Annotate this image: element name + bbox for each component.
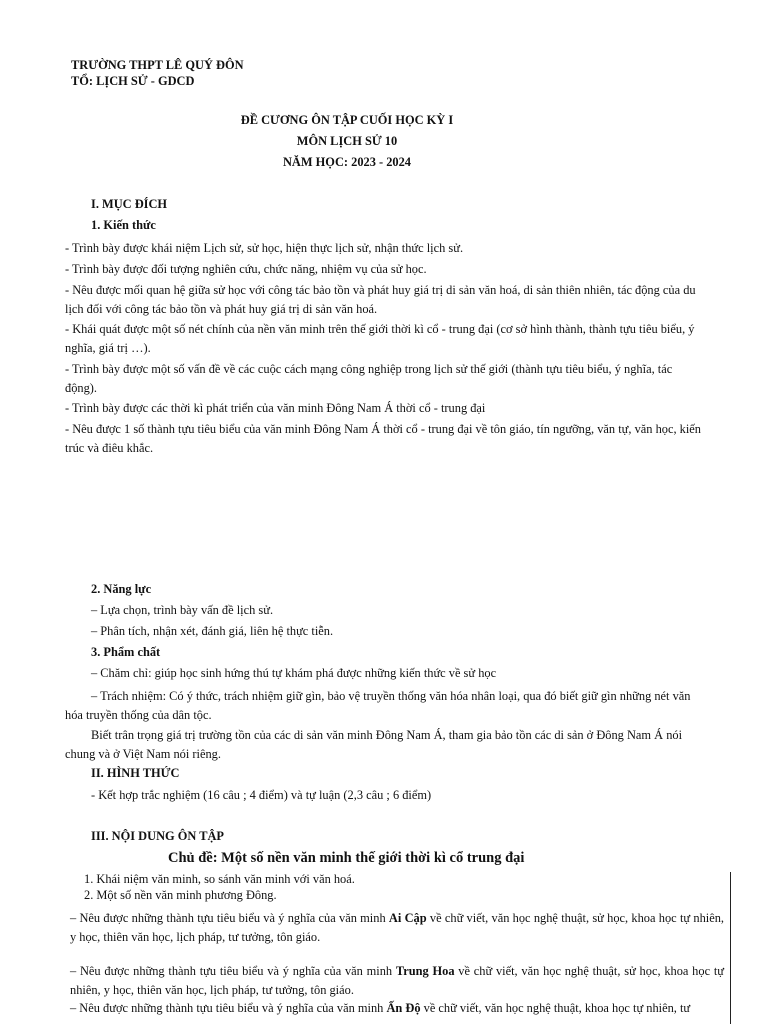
qualities-item: – Trách nhiệm: Có ý thức, trách nhiệm giữ gìn, bảo vệ truyền thống văn hóa nhân loại, qua đó biết giữ gìn những nét văn hóa truyền thống của dân tộc. (65, 689, 691, 722)
knowledge-item: - Nêu được 1 số thành tựu tiêu biểu của văn minh Đông Nam Á thời cổ - trung đại về tôn giáo, tín ngưỡng, văn tự, văn học, kiến trúc và điêu khắc. (65, 422, 701, 455)
egypt-intro: – Nêu được những thành tựu tiêu biểu và ý nghĩa của văn minh (70, 911, 389, 925)
qualities-item: Biết trân trọng giá trị trường tồn của các di sản văn minh Đông Nam Á, tham gia bảo tồn các di sản ở Đông Nam Á nói chung và ở Việt Nam nói riêng. (65, 728, 683, 761)
knowledge-item: - Trình bày được khái niệm Lịch sử, sử học, hiện thực lịch sử, nhận thức lịch sử. (65, 241, 464, 255)
egypt-paragraph (70, 909, 724, 947)
competence-item: – Phân tích, nhận xét, đánh giá, liên hệ thực tiễn. (91, 624, 334, 638)
school-name: TRƯỜNG THPT LÊ QUÝ ĐÔN (71, 58, 244, 72)
doc-title: ĐỀ CƯƠNG ÔN TẬP CUỐI HỌC KỲ I (240, 113, 454, 127)
qualities-item: – Chăm chỉ: giúp học sinh hứng thú tự khám phá được những kiến thức về sử học (91, 666, 497, 680)
knowledge-item: - Trình bày được các thời kì phát triển của văn minh Đông Nam Á thời cổ - trung đại (65, 401, 486, 415)
china-rest: về chữ viết, văn học nghệ thuật, sử học, khoa học tự nhiên, y học, thiên văn học, lịch pháp, tư tưởng, tôn giáo. (70, 964, 724, 997)
china-paragraph (70, 962, 724, 1000)
india-intro: – Nêu được những thành tựu tiêu biểu và ý nghĩa của văn minh (70, 1001, 387, 1015)
egypt-name: Ai Cập (388, 911, 427, 925)
content-list-item: 2. Một số nền văn minh phương Đông. (84, 888, 277, 902)
section-3-heading: III. NỘI DUNG ÔN TẬP (91, 829, 224, 843)
knowledge-item: - Khái quát được một số nét chính của nền văn minh trên thế giới thời kì cổ - trung đại (cơ sở hình thành, thành tựu tiêu biểu, ý nghĩa, giá trị …). (65, 322, 695, 355)
doc-subject: MÔN LỊCH SỬ 10 (296, 134, 398, 148)
competence-heading: 2. Năng lực (91, 582, 152, 596)
doc-school-year: NĂM HỌC: 2023 - 2024 (282, 155, 412, 169)
knowledge-heading: 1. Kiến thức (91, 218, 156, 232)
china-intro: – Nêu được những thành tựu tiêu biểu và ý nghĩa của văn minh (70, 964, 396, 978)
table-border-line (730, 872, 731, 1024)
department-name: TỔ: LỊCH SỬ - GDCD (71, 74, 195, 88)
china-name: Trung Hoa (395, 964, 455, 978)
knowledge-item: - Trình bày được đối tượng nghiên cứu, chức năng, nhiệm vụ của sử học. (65, 262, 427, 276)
knowledge-item: - Trình bày được một số vấn đề về các cuộc cách mạng công nghiệp trong lịch sử thế giới (thành tựu tiêu biểu, ý nghĩa, tác động). (65, 362, 673, 395)
egypt-rest: về chữ viết, văn học nghệ thuật, sử học, khoa học tự nhiên, y học, thiên văn học, lịch pháp, tư tưởng, tôn giáo. (70, 911, 725, 944)
format-text: - Kết hợp trắc nghiệm (16 câu ; 4 điểm) và tự luận (2,3 câu ; 6 điểm) (91, 788, 432, 802)
section-2-heading: II. HÌNH THỨC (91, 766, 180, 780)
india-name: Ấn Độ (386, 1001, 421, 1015)
india-rest: về chữ viết, văn học nghệ thuật, khoa học tự nhiên, tư (420, 1001, 691, 1015)
qualities-heading: 3. Phẩm chất (91, 645, 161, 659)
india-paragraph (70, 1001, 690, 1016)
content-list-item: 1. Khái niệm văn minh, so sánh văn minh với văn hoá. (84, 872, 355, 886)
competence-item: – Lựa chọn, trình bày vấn đề lịch sử. (91, 603, 274, 617)
section-1-heading: I. MỤC ĐÍCH (91, 197, 168, 211)
knowledge-item: - Nêu được mối quan hệ giữa sử học với công tác bảo tồn và phát huy giá trị di sản văn hoá, di sản thiên nhiên, tác động của du lịch đối với công tác bảo tồn và phát huy giá trị di sản văn hoá. (65, 283, 696, 316)
topic-title: Chủ đề: Một số nền văn minh thế giới thời kì cổ trung đại (168, 850, 525, 866)
